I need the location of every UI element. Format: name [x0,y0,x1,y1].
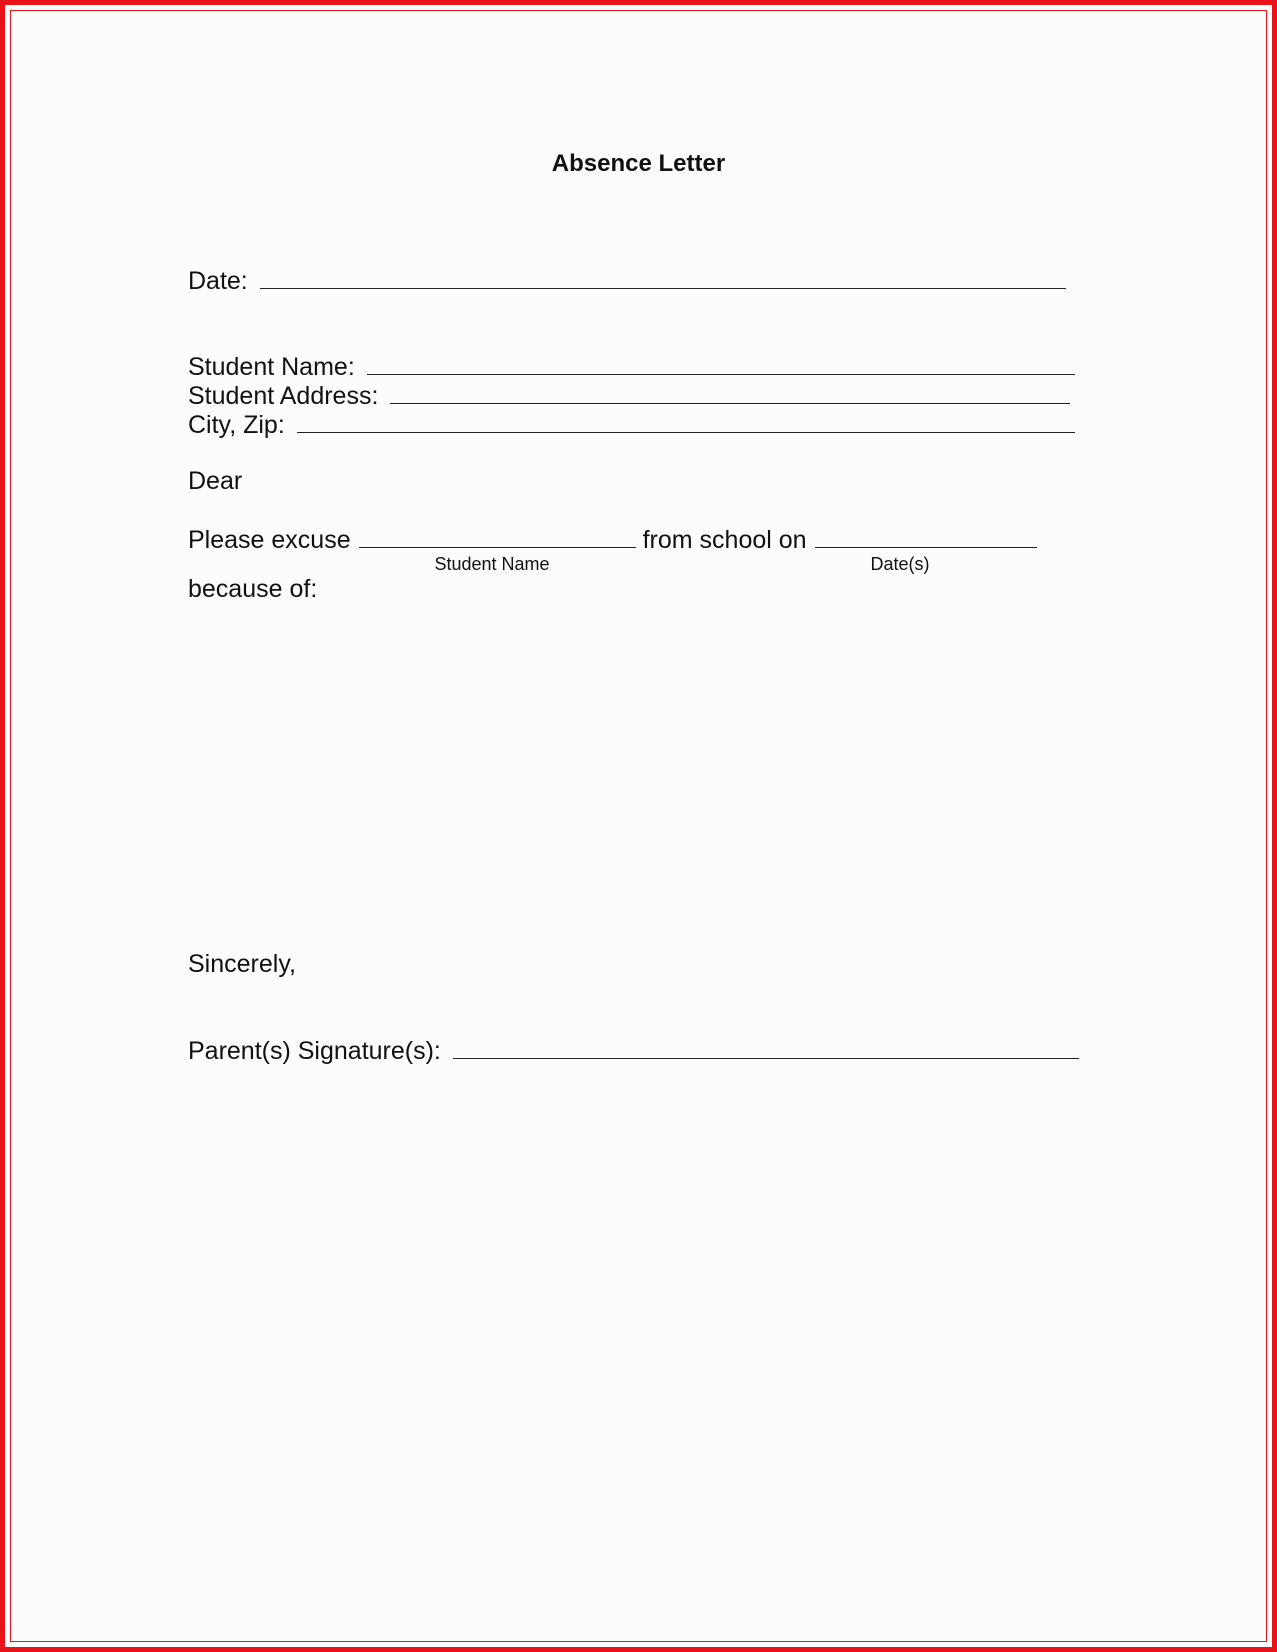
student-name-caption: Student Name [434,554,550,574]
student-address-field[interactable] [390,381,1070,404]
excused-student-name-field[interactable] [359,525,636,548]
salutation: Dear [188,467,243,495]
absence-dates-field[interactable] [815,525,1037,548]
dates-caption: Date(s) [870,554,930,574]
excuse-prefix: Please excuse [188,526,351,554]
student-name-row [188,352,1075,382]
student-address-row [188,381,1070,411]
student-name-label: Student Name: [188,353,355,381]
page-inner-border [10,10,1267,1642]
signature-field[interactable] [453,1036,1079,1059]
date-row [188,266,1066,296]
city-zip-field[interactable] [297,410,1075,433]
city-zip-row [188,410,1075,440]
because-label: because of: [188,575,318,603]
letter-title: Absence Letter [551,150,726,177]
excuse-row [188,525,1037,555]
closing: Sincerely, [188,950,296,978]
date-field[interactable] [260,266,1066,289]
excuse-middle: from school on [642,526,807,554]
signature-label: Parent(s) Signature(s): [188,1037,441,1065]
date-label: Date: [188,267,248,295]
student-name-field[interactable] [367,352,1075,375]
city-zip-label: City, Zip: [188,411,285,439]
signature-row [188,1036,1079,1066]
student-address-label: Student Address: [188,382,379,410]
